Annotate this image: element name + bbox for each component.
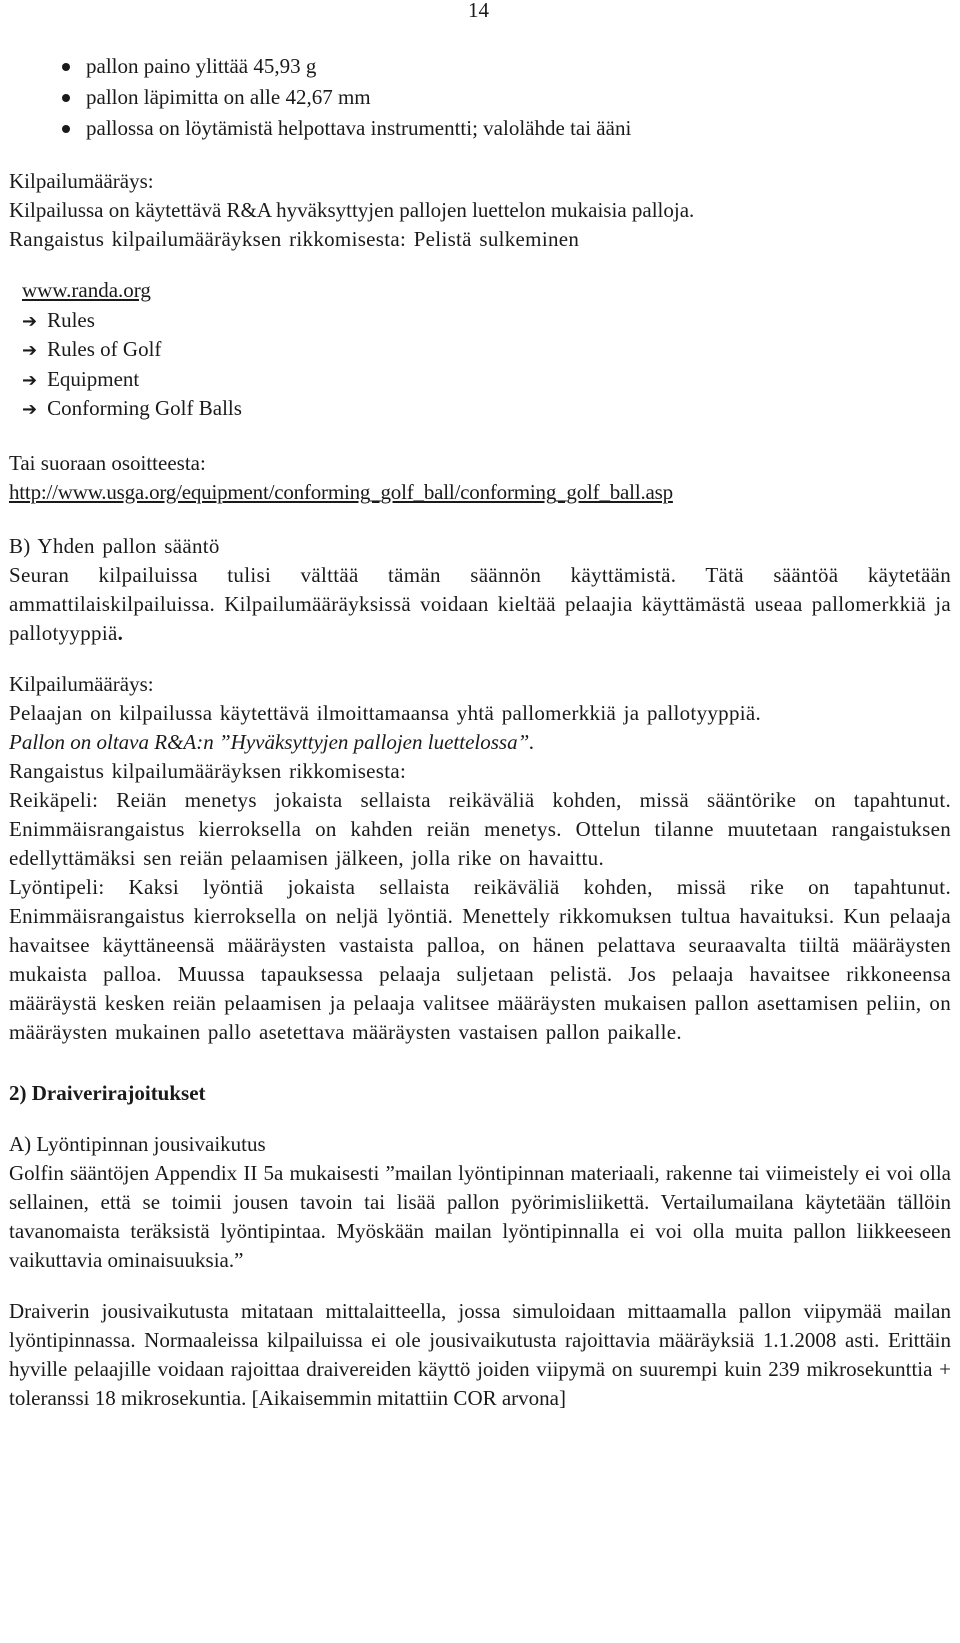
- rule2-text: Pelaajan on kilpailussa käytettävä ilmoittamaansa yhtä pallomerkkiä ja pallotyyppiä.: [9, 700, 762, 725]
- document-body: [9, 52, 951, 1413]
- bullet-list: [9, 52, 951, 145]
- link-path: [22, 276, 951, 424]
- section2-subheading: A) Lyöntipinnan jousivaikutus: [9, 1131, 266, 1156]
- rule2-heading: Kilpailumääräys:: [9, 671, 154, 696]
- arrow-right-icon: ➔: [22, 369, 38, 391]
- rule1-heading: Kilpailumääräys:: [9, 169, 154, 193]
- arrow-right-icon: ➔: [22, 340, 38, 361]
- path-step: ➔ Conforming Golf Balls: [22, 394, 951, 424]
- bullet-item: pallossa on löytämistä helpottava instrumentti; valolähde tai ääni: [9, 114, 951, 145]
- section-b-text: Seuran kilpailuissa tulisi välttää tämän säännön käyttämistä. Tätä sääntöä käytetään ammattilaiskilpailuissa. Kilpailumääräyksissä voidaan kieltää pelaajia käyttämästä useaa pallomerkkiä ja pallotyyppiä.: [9, 562, 951, 645]
- rule2-italic-text: Pallon on oltava R&A:n ”Hyväksyttyjen pallojen luettelossa”.: [9, 729, 535, 754]
- rule1-text: Kilpailussa on käytettävä R&A hyväksyttyjen pallojen luettelon mukaisia palloja.: [9, 198, 695, 222]
- section2-heading: 2) Draiverirajoitukset: [9, 1080, 206, 1105]
- usga-link[interactable]: http://www.usga.org/equipment/conforming_golf_ball/conforming_golf_ball.asp: [9, 479, 673, 504]
- bullet-item: pallon läpimitta on alle 42,67 mm: [9, 83, 951, 114]
- bullet-item: pallon paino ylittää 45,93 g: [9, 52, 951, 83]
- path-step: ➔ Rules: [22, 306, 951, 336]
- strokeplay-penalty: Lyöntipeli: Kaksi lyöntiä jokaista sellaista reikäväliä kohden, missä rike on tapahtunut. Enimmäisrangaistus kierroksella on neljä lyöntiä. Menettely rikkomuksen tultua havaituksi. Kun pelaaja havaitsee käyttäneensä määräysten vastaista palloa, on hänen pelattava seuraavalta tiiltä määräysten mukaista palloa. Muussa tapauksessa pelaaja suljetaan pelistä. Jos pelaaja havaitsee rikkoneensa määräystä kesken reiän pelaamisen ja pelaaja valitsee määräysten mukaisen pallon asettamisen peliin, on määräysten mukainen pallo asetettava määräysten vastaisen pallon paikalle.: [9, 874, 951, 1044]
- page-number: 14: [468, 0, 489, 22]
- direct-address-label: Tai suoraan osoitteesta:: [9, 450, 206, 475]
- appendix-quote: Golfin sääntöjen Appendix II 5a mukaisesti ”mailan lyöntipinnan materiaali, rakenne tai viimeistely ei voi olla sellainen, että se toimii jousen tavoin tai lisää pallon pyörimisliikettä. Vertailumailana käytetään tällöin tavanomaista teräksistä lyöntipintaa. Myöskään mailan lyöntipinnalla ei voi olla muita pallon liikkeeseen vaikuttavia ominaisuuksia.”: [9, 1160, 951, 1272]
- arrow-right-icon: ➔: [22, 399, 38, 420]
- arrow-right-icon: ➔: [22, 310, 38, 332]
- rule2-penalty-heading: Rangaistus kilpailumääräyksen rikkomisesta:: [9, 758, 407, 783]
- randa-link[interactable]: www.randa.org: [22, 278, 151, 302]
- rule1-penalty: Rangaistus kilpailumääräyksen rikkomisesta: Pelistä sulkeminen: [9, 227, 580, 251]
- matchplay-penalty: Reikäpeli: Reiän menetys jokaista sellaista reikäväliä kohden, missä sääntörike on tapahtunut. Enimmäisrangaistus kierroksella on kahden reiän menetys. Ottelun tilanne muutetaan rangaistuksen edellyttämäksi sen reiän pelaamisen jälkeen, jolla rike on havaittu.: [9, 787, 951, 870]
- section-b-heading: B) Yhden pallon sääntö: [9, 533, 220, 558]
- measure-paragraph: Draiverin jousivaikutusta mitataan mittalaitteella, jossa simuloidaan mittaamalla pallon viipymää mailan lyöntipinnassa. Normaaleissa kilpailuissa ei ole jousivaikutusta rajoittavia määräyksiä 1.1.2008 asti. Erittäin hyville pelaajille voidaan rajoittaa draivereiden käyttö joiden viipymä on suurempi kuin 239 mikrosekunttia + toleranssi 18 mikrosekuntia. [Aikaisemmin mitattiin COR arvona]: [9, 1298, 951, 1410]
- path-step: ➔ Rules of Golf: [22, 335, 951, 365]
- path-step: ➔ Equipment: [22, 365, 951, 395]
